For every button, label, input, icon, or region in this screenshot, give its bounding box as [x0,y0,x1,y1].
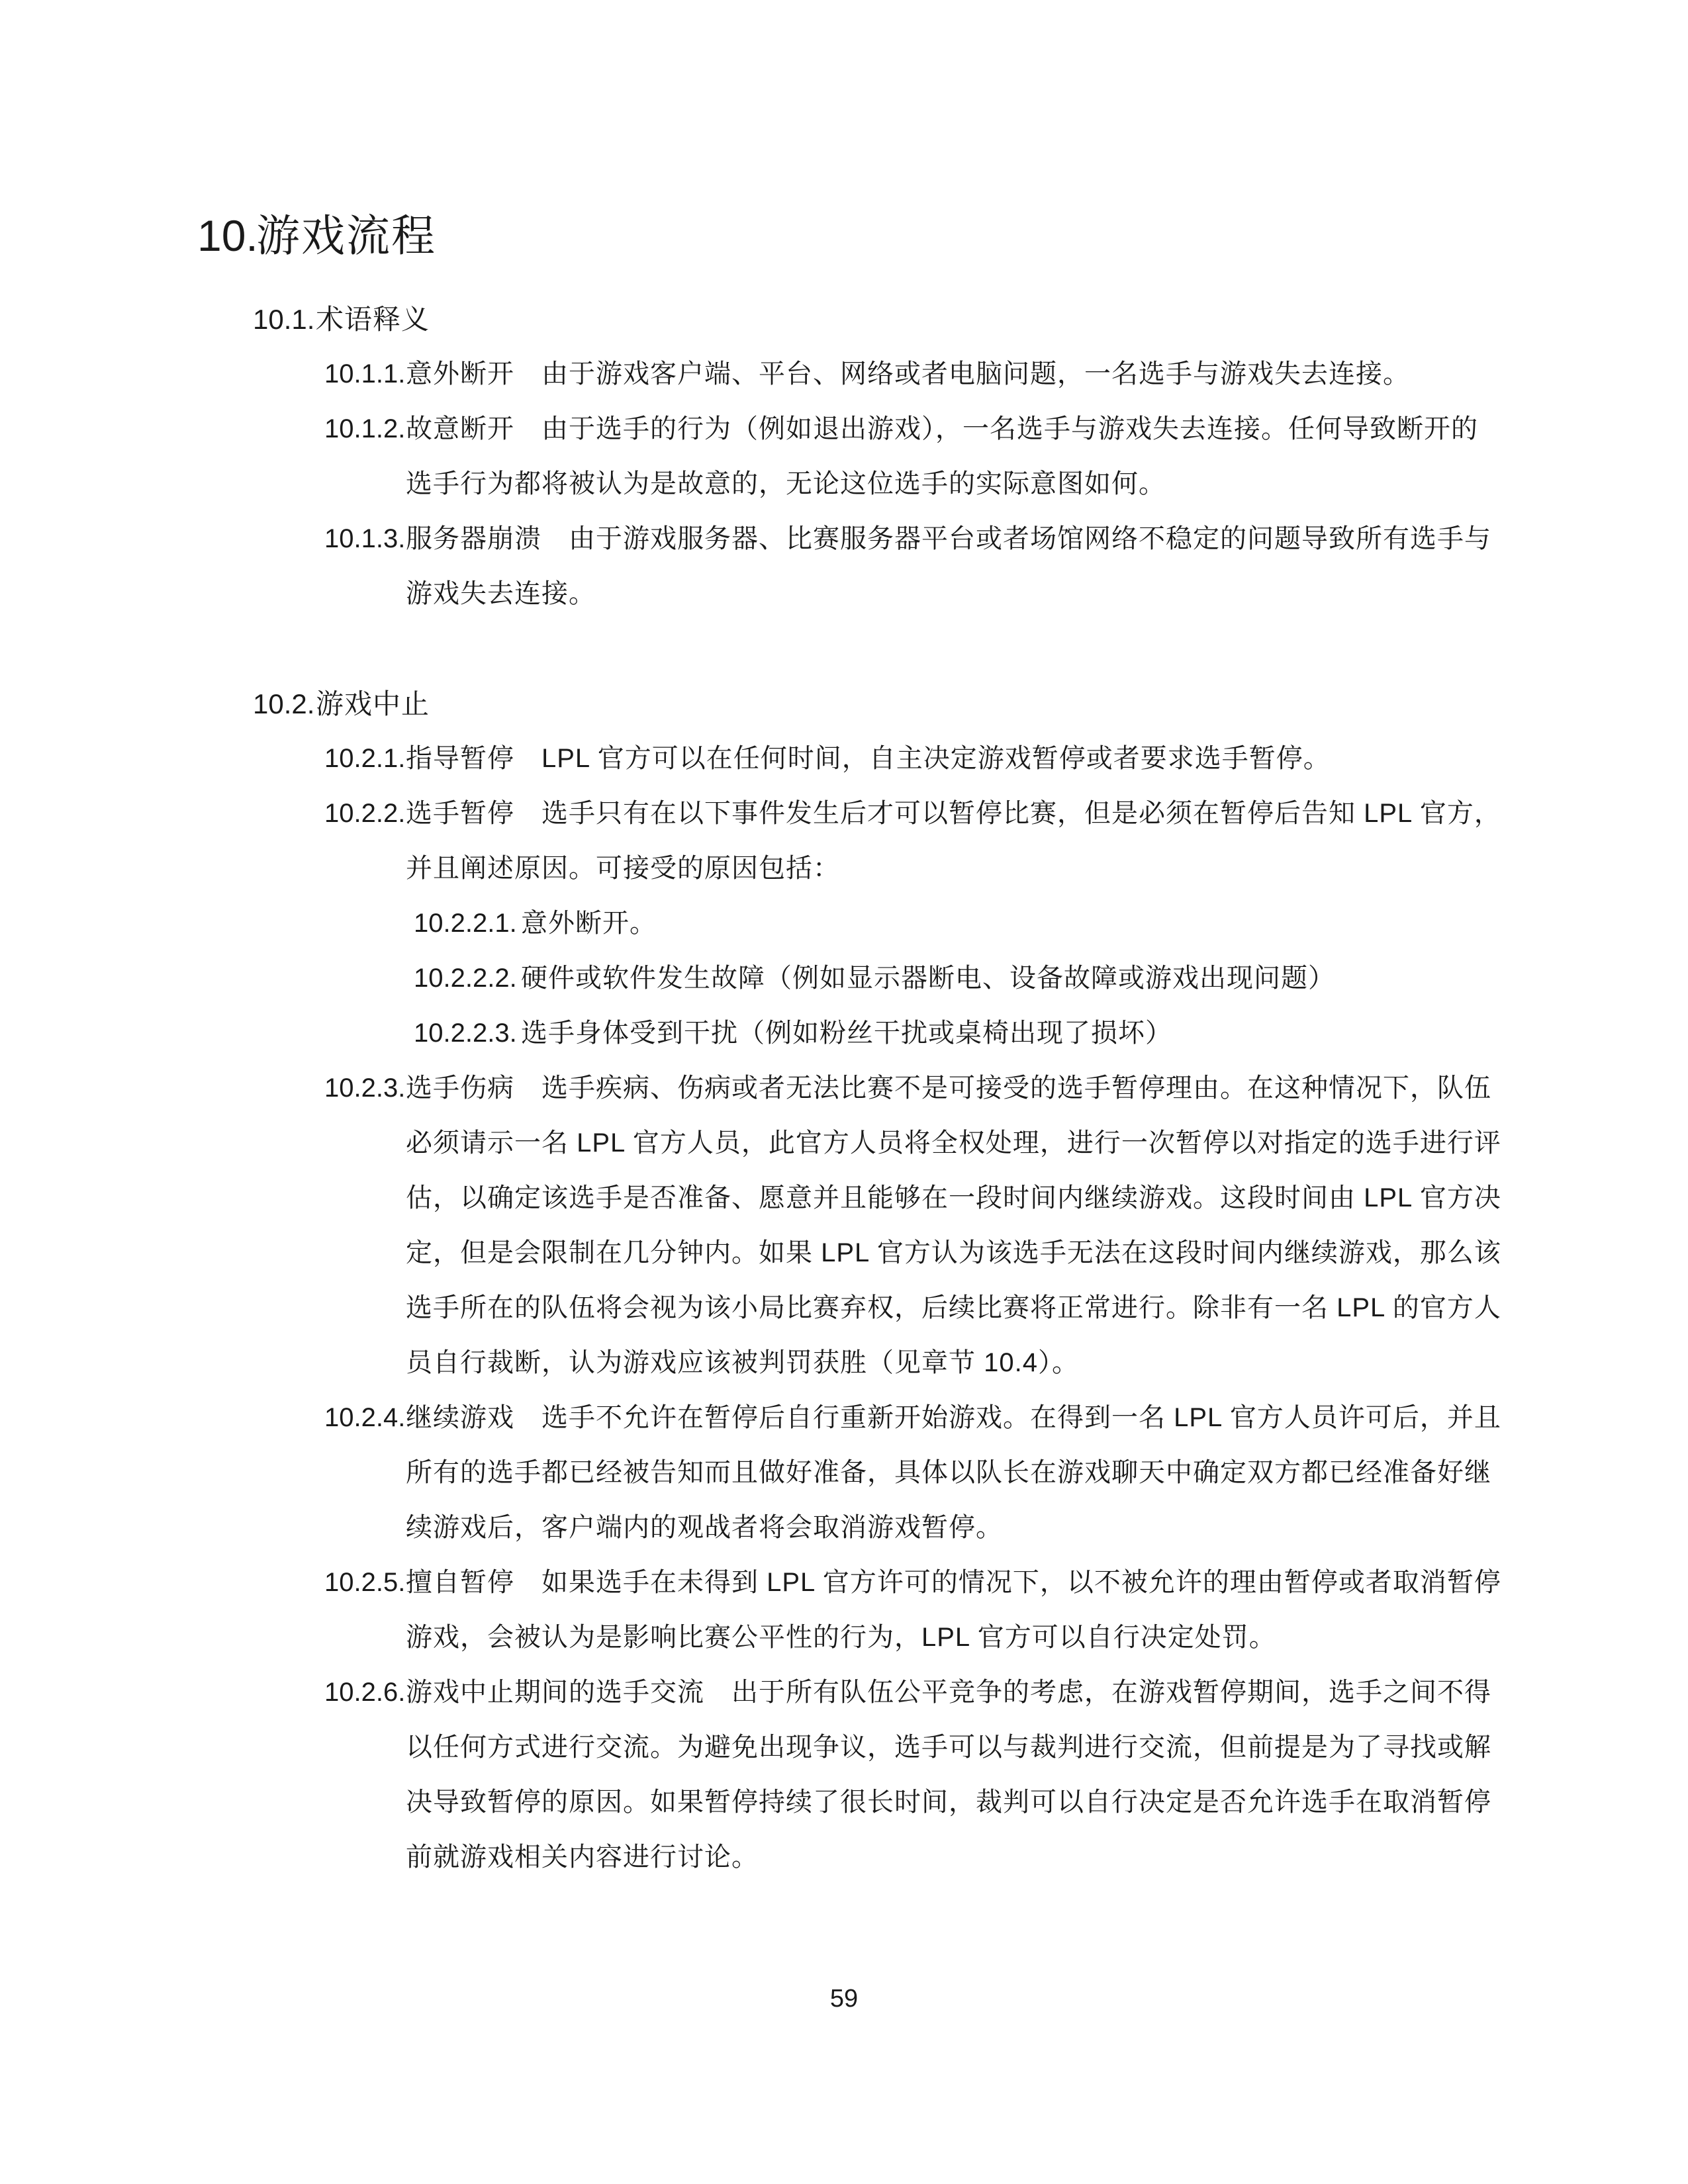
chapter-number: 10. [197,211,258,260]
item-text: 故意断开 由于选手的行为（例如退出游戏），一名选手与游戏失去连接。任何导致断开的选手行为都将被认为是故意的，无论这位选手的实际意图如何。 [406,414,1478,498]
item-number: 10.2.2.2. [414,964,517,993]
item-text: 选手暂停 选手只有在以下事件发生后才可以暂停比赛，但是必须在暂停后告知 LPL 官方，并且阐述原因。可接受的原因包括： [406,799,1501,883]
chapter-title-text: 游戏流程 [256,211,436,260]
item-text: 意外断开。 [521,909,657,938]
section-heading-text: 游戏中止 [316,688,430,719]
item-number: 10.2.2.1. [414,909,517,938]
item-text: 继续游戏 选手不允许在暂停后自行重新开始游戏。在得到一名 LPL 官方人员许可后，并且所有的选手都已经被告知而且做好准备，具体以队长在游戏聊天中确定双方都已经准备好继续游戏后，客户端内的观战者将会取消游戏暂停。 [406,1403,1501,1542]
item-text: 指导暂停 LPL 官方可以在任何时间，自主决定游戏暂停或者要求选手暂停。 [406,744,1331,773]
item-number: 10.2.1. [324,744,406,773]
list-item [0,347,1688,402]
page-number: 59 [829,1985,859,2013]
item-text: 选手身体受到干扰（例如粉丝干扰或桌椅出现了损坏） [521,1019,1172,1048]
item-number: 10.2.6. [324,1678,406,1707]
item-text: 服务器崩溃 由于游戏服务器、比赛服务器平台或者场馆网络不稳定的问题导致所有选手与游戏失去连接。 [406,524,1491,608]
list-item [0,512,1688,621]
item-number: 10.2.4. [324,1403,406,1432]
section-number: 10.2. [253,688,315,719]
item-number: 10.2.3. [324,1073,406,1103]
item-text: 游戏中止期间的选手交流 出于所有队伍公平竞争的考虑，在游戏暂停期间，选手之间不得以任何方式进行交流。为避免出现争议，选手可以与裁判进行交流，但前提是为了寻找或解决导致暂停的原因。如果暂停持续了很长时间，裁判可以自行决定是否允许选手在取消暂停前就游戏相关内容进行讨论。 [406,1678,1491,1872]
section-heading-text: 术语释义 [316,304,430,335]
item-number: 10.2.5. [324,1568,406,1597]
list-item [0,402,1688,512]
list-item [0,786,1688,896]
item-number: 10.1.2. [324,414,406,443]
item-number: 10.2.2.3. [414,1019,517,1048]
list-subitem [0,951,1688,1006]
list-item [0,1390,1688,1555]
list-item [0,1665,1688,1885]
list-item [0,1555,1688,1665]
item-text: 选手伤病 选手疾病、伤病或者无法比赛不是可接受的选手暂停理由。在这种情况下，队伍必须请示一名 LPL 官方人员，此官方人员将全权处理，进行一次暂停以对指定的选手进行评估，以确定该选手是否准备、愿意并且能够在一段时间内继续游戏。这段时间由 LPL 官方决定，但是会限制在几分钟内。如果 LPL 官方认为该选手无法在这段时间内继续游戏，那么该选手所在的队伍将会视为该小局比赛弃权，后续比赛将正常进行。除非有一名 LPL 的官方人员自行裁断，认为游戏应该被判罚获胜（见章节 10.4）。 [406,1073,1501,1377]
section-number: 10.1. [253,304,315,335]
item-text: 擅自暂停 如果选手在未得到 LPL 官方许可的情况下，以不被允许的理由暂停或者取消暂停游戏，会被认为是影响比赛公平性的行为，LPL 官方可以自行决定处罚。 [406,1568,1501,1652]
item-number: 10.1.3. [324,524,406,553]
item-number: 10.1.1. [324,359,406,388]
list-item [0,731,1688,786]
item-number: 10.2.2. [324,799,406,828]
item-text: 意外断开 由于游戏客户端、平台、网络或者电脑问题，一名选手与游戏失去连接。 [406,359,1410,388]
list-subitem [0,1006,1688,1061]
list-subitem [0,896,1688,951]
list-item [0,1061,1688,1390]
item-text: 硬件或软件发生故障（例如显示器断电、设备故障或游戏出现问题） [521,964,1335,993]
